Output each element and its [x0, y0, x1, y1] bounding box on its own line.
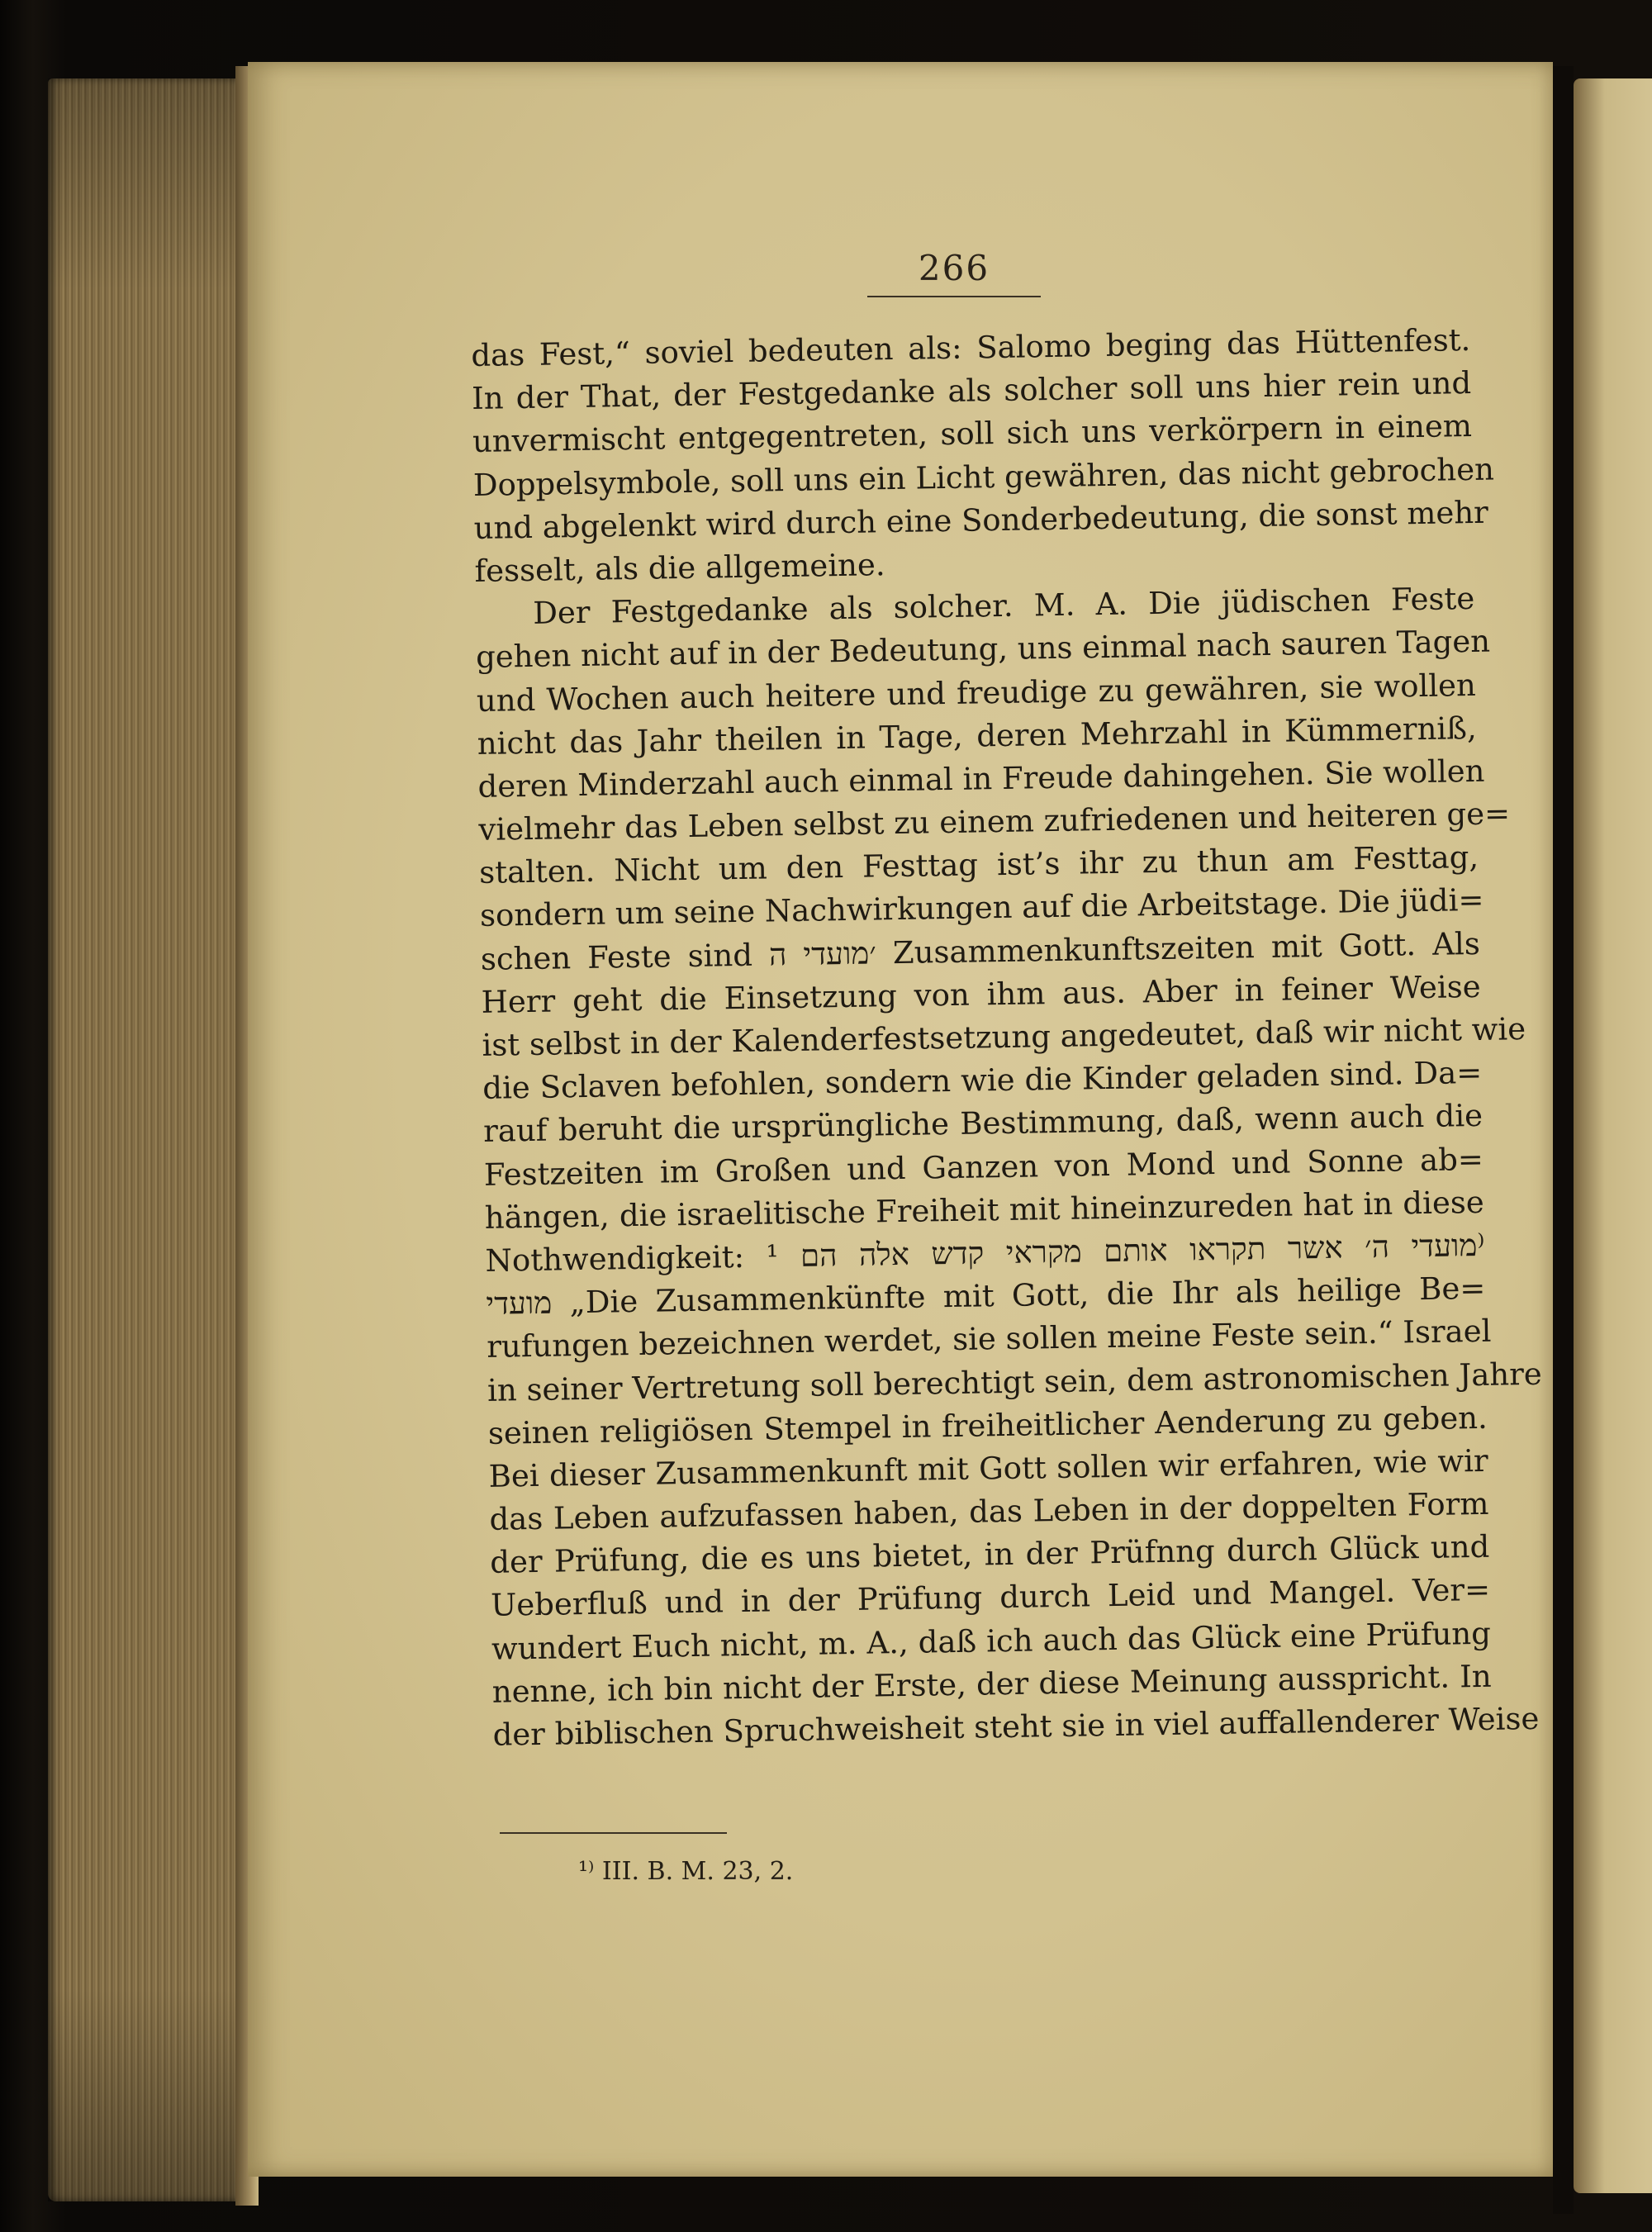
- text-line: unvermischt entgegentreten, soll sich uns verkörpern in einem: [472, 408, 1473, 460]
- text-line: wundert Euch nicht, m. A., daß ich auch das Glück eine Prüfung: [491, 1615, 1492, 1667]
- text-line: gehen nicht auf in der Bedeutung, uns einmal nach sauren Tagen: [475, 623, 1491, 676]
- text-line: deren Minderzahl auch einmal in Freude dahingehen. Sie wollen: [477, 753, 1485, 805]
- page-number: 266: [918, 248, 990, 288]
- text-line: Doppelsymbole, soll uns ein Licht gewähren, das nicht gebrochen: [472, 451, 1495, 503]
- text-line: der biblischen Spruchweisheit steht sie in viel auffallenderer Weise: [492, 1700, 1540, 1753]
- text-line: rauf beruht die ursprüngliche Bestimmung, daß, wenn auch die: [482, 1098, 1483, 1150]
- text-line: In der That, der Festgedanke als solcher soll uns hier rein und: [471, 365, 1472, 417]
- text-line: fesselt, als die allgemeine.: [474, 547, 885, 589]
- text-line: Nothwendigkeit: מועדי ה׳ אשר תקראו אותם מקראי קדש אלה הם ¹⁾: [485, 1227, 1485, 1279]
- footnote-rule: [500, 1832, 727, 1834]
- text-line: Herr geht die Einsetzung von ihm aus. Aber in feiner Weise: [481, 968, 1481, 1020]
- text-line: nicht das Jahr theilen in Tage, deren Mehrzahl in Kümmerniß,: [477, 710, 1477, 762]
- text-line: der Prüfung, die es uns bietet, in der Prüfnng durch Glück und: [490, 1529, 1490, 1581]
- binding-gap: [1553, 66, 1574, 2214]
- page-edge-stack: [48, 78, 250, 2201]
- text-line: ist selbst in der Kalenderfestsetzung angedeutet, daß wir nicht wie: [482, 1011, 1526, 1063]
- body-text: [471, 319, 1543, 1757]
- text-line: stalten. Nicht um den Festtag ist’s ihr zu thun am Festtag,: [478, 839, 1479, 891]
- footnote: ¹⁾ III. B. M. 23, 2.: [578, 1857, 794, 1886]
- text-line: vielmehr das Leben selbst zu einem zufriedenen und heiteren ge=: [478, 795, 1511, 848]
- text-line: in seiner Vertretung soll berechtigt sein, dem astronomischen Jahre: [487, 1356, 1543, 1408]
- text-line: Der Festgedanke als solcher. M. A. Die jüdischen Feste: [532, 581, 1475, 631]
- text-line: und abgelenkt wird durch eine Sonderbedeutung, die sonst mehr: [473, 494, 1489, 546]
- text-line: hängen, die israelitische Freiheit mit hineinzureden hat in diese: [484, 1184, 1484, 1236]
- text-line: schen Feste sind ׳מועדי ה Zusammenkunftszeiten mit Gott. Als: [480, 925, 1481, 977]
- text-line: das Leben aufzufassen haben, das Leben in der doppelten Form: [489, 1485, 1489, 1537]
- text-line: das Fest,“ soviel bedeuten als: Salomo beging das Hüttenfest.: [471, 321, 1471, 373]
- text-line: nenne, ich bin nicht der Erste, der diese Meinung ausspricht. In: [491, 1658, 1493, 1710]
- page-number-rule: [867, 296, 1041, 297]
- text-line: Festzeiten im Großen und Ganzen von Mond und Sonne ab=: [483, 1141, 1484, 1193]
- text-line: rufungen bezeichnen werdet, sie sollen meine Feste sein.“ Israel: [486, 1313, 1492, 1365]
- text-line: die Sclaven befohlen, sondern wie die Kinder geladen sind. Da=: [482, 1055, 1483, 1107]
- text-line: sondern um seine Nachwirkungen auf die Arbeitstage. Die jüdi=: [479, 882, 1484, 934]
- text-line: Bei dieser Zusammenkunft mit Gott sollen wir erfahren, wie wir: [488, 1442, 1488, 1494]
- facing-page-edge: [1574, 78, 1652, 2193]
- text-line: seinen religiösen Stempel in freiheitlicher Aenderung zu geben.: [487, 1399, 1488, 1451]
- text-line: Ueberfluß und in der Prüfung durch Leid und Mangel. Ver=: [490, 1572, 1491, 1624]
- text-line: und Wochen auch heitere und freudige zu gewähren, sie wollen: [476, 667, 1477, 719]
- text-line: מועדי „Die Zusammenkünfte mit Gott, die Ihr als heilige Be=: [486, 1270, 1486, 1322]
